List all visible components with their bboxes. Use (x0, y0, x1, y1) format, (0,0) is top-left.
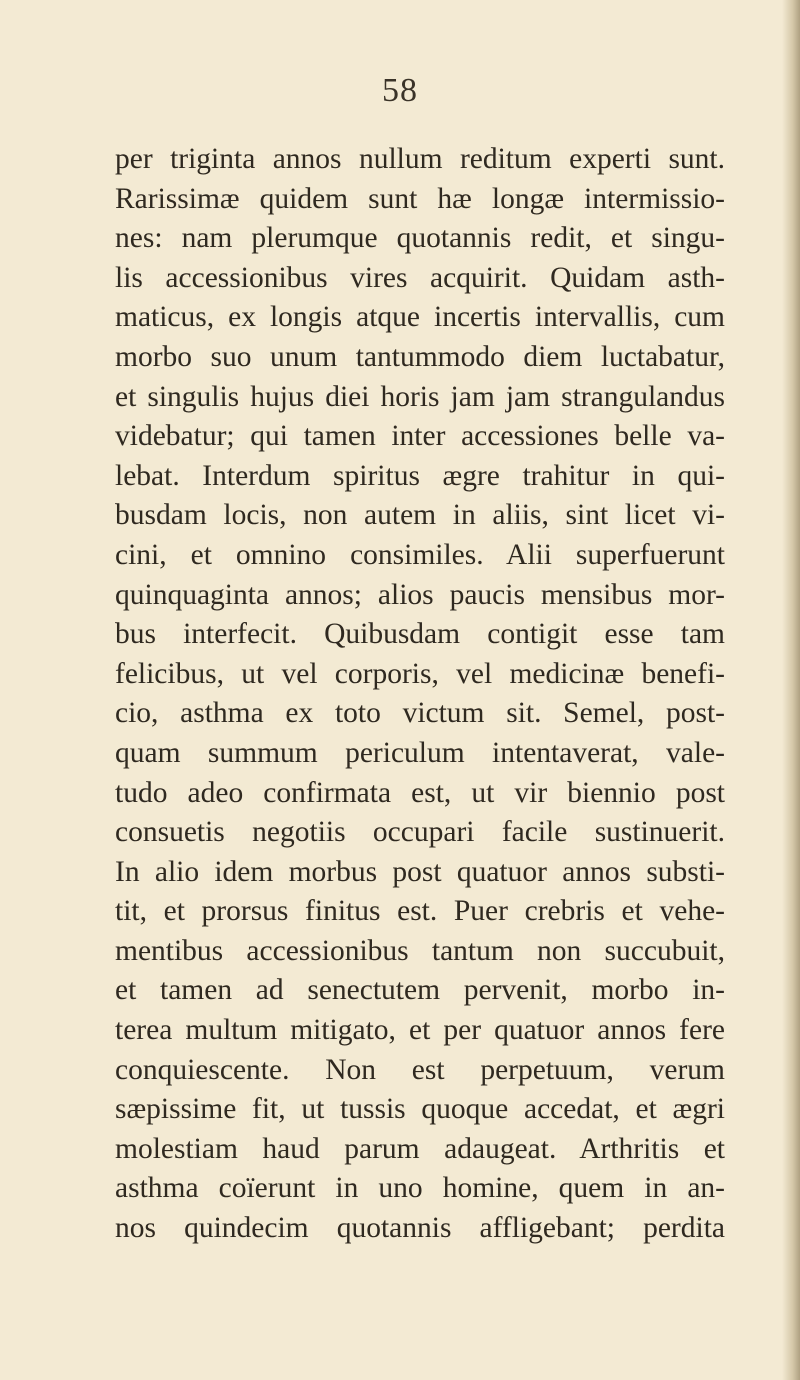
text-line: maticus, ex longis atque incertis intervallis, cum (115, 301, 725, 334)
text-line: nes: nam plerumque quotannis redit, et singu- (115, 222, 725, 255)
text-line: asthma coïerunt in uno homine, quem in an- (115, 1172, 725, 1205)
text-line: videbatur; qui tamen inter accessiones belle va- (115, 420, 725, 453)
text-line: morbo suo unum tantummodo diem luctabatur, (115, 340, 725, 373)
text-line: tit, et prorsus finitus est. Puer crebris et vehe- (115, 895, 725, 928)
text-line: cini, et omnino consimiles. Alii superfuerunt (115, 538, 725, 571)
text-line: quam summum periculum intentaverat, vale- (115, 736, 725, 769)
text-line: In alio idem morbus post quatuor annos substi- (115, 855, 725, 888)
page-number: 58 (382, 72, 418, 109)
text-line: nos quindecim quotannis affligebant; perdita (115, 1212, 725, 1245)
page-edge-shadow (782, 0, 800, 1380)
text-line: terea multum mitigato, et per quatuor annos fere (115, 1014, 725, 1047)
text-line: tudo adeo confirmata est, ut vir biennio post (115, 776, 725, 809)
text-line: per triginta annos nullum reditum experti sunt. (115, 143, 725, 175)
text-line: cio, asthma ex toto victum sit. Semel, post- (115, 697, 725, 730)
text-line: et tamen ad senectutem pervenit, morbo in- (115, 974, 725, 1007)
text-line: et singulis hujus diei horis jam jam strangulandus (115, 380, 725, 413)
text-line: conquiescente. Non est perpetuum, verum (115, 1053, 725, 1086)
text-line: busdam locis, non autem in aliis, sint licet vi- (115, 499, 725, 532)
text-line: quinquaginta annos; alios paucis mensibus mor- (115, 578, 725, 611)
text-line: bus interfecit. Quibusdam contigit esse tam (115, 618, 725, 651)
text-line: molestiam haud parum adaugeat. Arthritis et (115, 1132, 725, 1165)
body-text (115, 140, 725, 1249)
text-line: lis accessionibus vires acquirit. Quidam asth- (115, 261, 725, 294)
text-line: sæpissime fit, ut tussis quoque accedat, et ægri (115, 1093, 725, 1126)
text-line: felicibus, ut vel corporis, vel medicinæ benefi- (115, 657, 725, 690)
text-line: consuetis negotiis occupari facile sustinuerit. (115, 816, 725, 849)
text-line: Rarissimæ quidem sunt hæ longæ intermissio- (115, 182, 725, 215)
text-line: lebat. Interdum spiritus ægre trahitur in qui- (115, 459, 725, 492)
text-line: mentibus accessionibus tantum non succubuit, (115, 934, 725, 967)
